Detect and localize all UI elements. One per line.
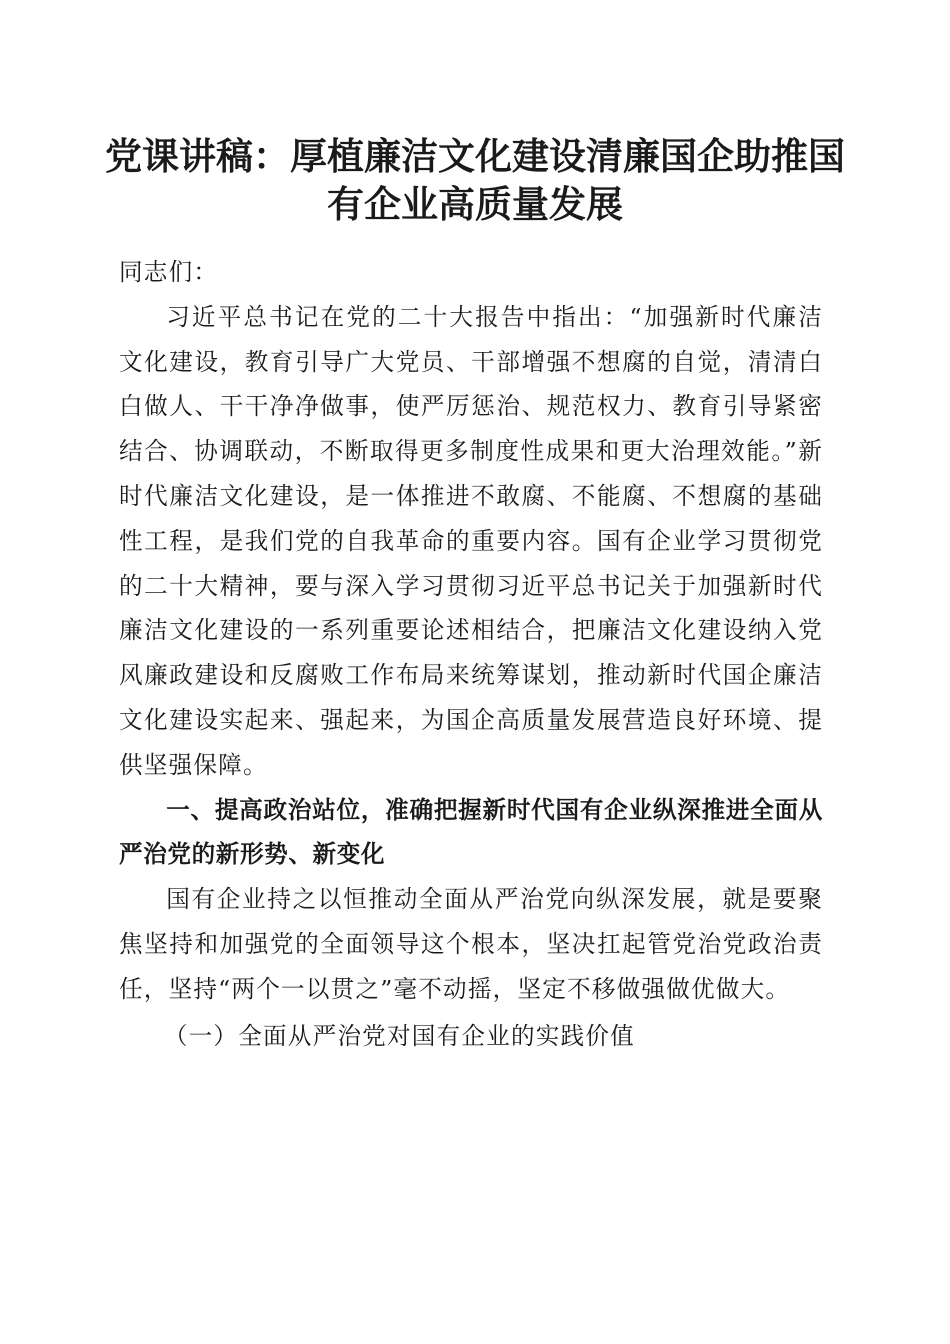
document-title — [100, 133, 850, 229]
title-line-2: 有企业高质量发展 — [327, 183, 623, 226]
document-body — [119, 250, 823, 1058]
subsection-heading-1: （一）全面从严治党对国有企业的实践价值 — [163, 1021, 635, 1050]
title-line-1: 党课讲稿：厚植廉洁文化建设清廉国企助推国 — [105, 135, 845, 178]
paragraph-2: 国有企业持之以恒推动全面从严治党向纵深发展，就是要聚焦坚持和加强党的全面领导这个根本，坚决扛起管党治党政治责任，坚持“两个一以贯之”毫不动摇，坚定不移做强做优做大。 — [119, 885, 823, 1003]
paragraph-1: 习近平总书记在党的二十大报告中指出：“加强新时代廉洁文化建设，教育引导广大党员、干部增强不想腐的自觉，清清白白做人、干干净净做事，使严厉惩治、规范权力、教育引导紧密结合、协调联动，不断取得更多制度性成果和更大治理效能。”新时代廉洁文化建设，是一体推进不敢腐、不能腐、不想腐的基础性工程，是我们党的自我革命的重要内容。国有企业学习贯彻党的二十大精神，要与深入学习贯彻习近平总书记关于加强新时代廉洁文化建设的一系列重要论述相结合，把廉洁文化建设纳入党风廉政建设和反腐败工作布局来统筹谋划，推动新时代国企廉洁文化建设实起来、强起来，为国企高质量发展营造良好环境、提供坚强保障。 — [119, 302, 823, 779]
section-heading-1: 一、提高政治站位，准确把握新时代国有企业纵深推进全面从严治党的新形势、新变化 — [119, 795, 823, 869]
salutation: 同志们： — [119, 258, 219, 286]
